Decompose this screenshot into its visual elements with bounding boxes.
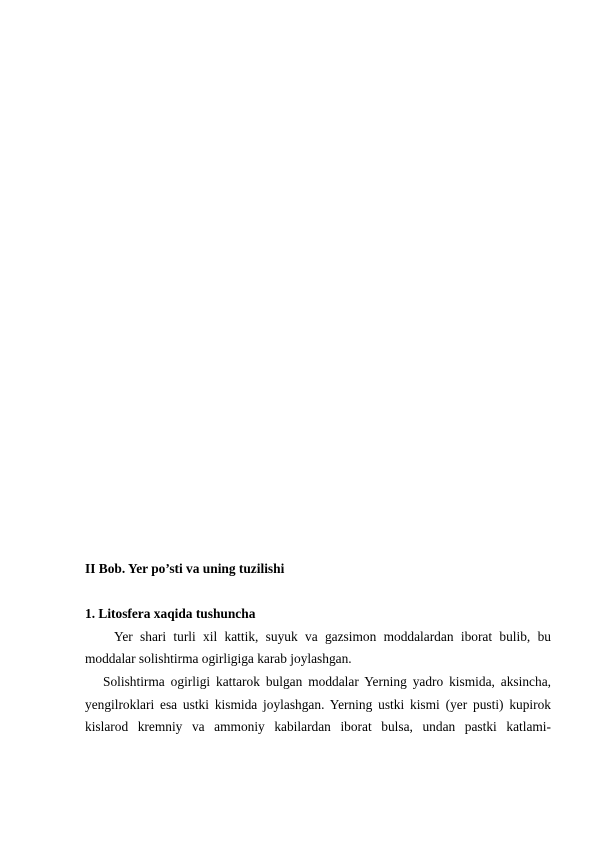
paragraph-1: Yer shari turli xil kattik, suyuk va gazsimon moddalardan iborat bulib, bu moddalar solishtirma ogirligiga karab joylashgan. [85, 628, 551, 667]
chapter-title: II Bob. Yer po’sti va uning tuzilishi [85, 561, 285, 576]
section-title: 1. Litosfera xaqida tushuncha [85, 606, 256, 622]
paragraph-2: Solishtirma ogirligi kattarok bulgan moddalar Yerning yadro kismida, aksincha, yengilroklari esa ustki kismida joylashgan. Yerning ustki kismi (yer pusti) kupirok kislarod kremniy va ammoniy kabilardan iborat bulsa, undan pastki katlami- [85, 673, 551, 735]
blank-line [85, 581, 551, 604]
document-body [85, 558, 551, 739]
